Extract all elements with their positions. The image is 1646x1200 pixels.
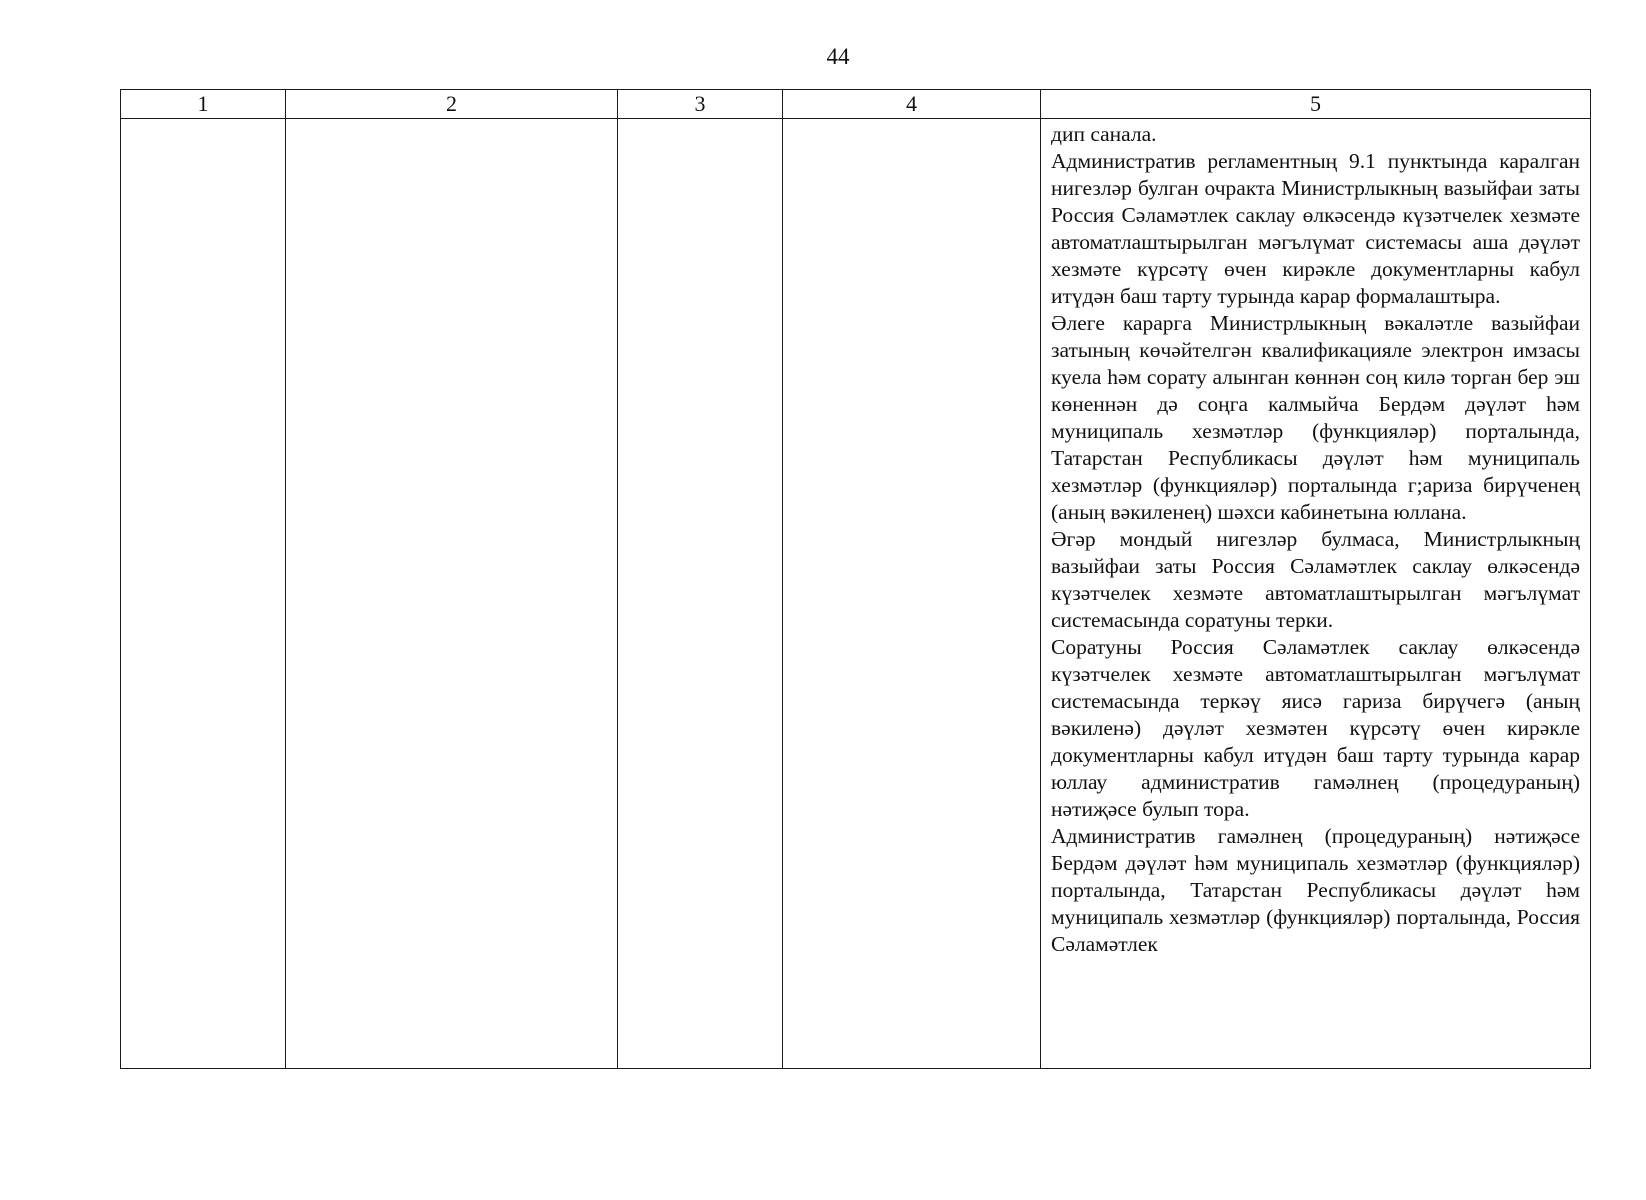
document-table [120,89,1591,1069]
column-header-1: 1 [121,90,286,119]
column-header-3: 3 [618,90,783,119]
table-row [121,119,1591,1069]
cell-col-2 [286,119,618,1069]
column-header-2: 2 [286,90,618,119]
column-header-4: 4 [783,90,1041,119]
cell-col-3 [618,119,783,1069]
page-number: 44 [826,44,850,69]
col5-paragraph-1: дип санала. [1051,122,1157,146]
cell-col-4 [783,119,1041,1069]
col5-paragraph-5: Соратуны Россия Сәламәтлек саклау өлкәсендә күзәтчелек хезмәте автоматлаштырылган мәгълүмат системасында теркәү яисә гариза бирүчегә (аның вәкиленә) дәүләт хезмәтен күрсәтү өчен кирәкле документларны кабул итүдән баш тарту турында карар юллау административ гамәлнең (процедураның) нәтиҗәсе булып тора. [1051,635,1580,821]
col5-paragraph-4: Әгәр мондый нигезләр булмаса, Министрлыкның вазыйфаи заты Россия Сәламәтлек саклау өлкәсендә күзәтчелек хезмәте автоматлаштырылган мәгълүмат системасында соратуны терки. [1051,527,1580,632]
cell-col-1 [121,119,286,1069]
col5-paragraph-6: Административ гамәлнең (процедураның) нәтиҗәсе Бердәм дәүләт һәм муниципаль хезмәтләр (функцияләр) порталында, Татарстан Республикасы дәүләт һәм муниципаль хезмәтләр (функцияләр) порталында, Россия Сәламәтлек [1051,824,1580,956]
col5-paragraph-2: Административ регламентның 9.1 пунктында каралган нигезләр булган очракта Министрлыкның вазыйфаи заты Россия Сәламәтлек саклау өлкәсендә күзәтчелек хезмәте автоматлаштырылган мәгълүмат системасы аша дәүләт хезмәте күрсәтү өчен кирәкле документларны кабул итүдән баш тарту турында карар формалаштыра. [1051,149,1580,308]
col5-paragraph-3: Әлеге карарга Министрлыкның вәкаләтле вазыйфаи затының көчәйтелгән квалификацияле электрон имзасы куела һәм сорату алынган көннән соң килә торган бер эш көненнән дә соңга калмыйча Бердәм дәүләт һәм муниципаль хезмәтләр (функцияләр) порталында, Татарстан Республикасы дәүләт һәм муниципаль хезмәтләр (функцияләр) порталында г;ариза бирүченең (аның вәкиленең) шәхси кабинетына юллана. [1051,311,1580,524]
cell-col-5 [1041,119,1591,1069]
column-header-5: 5 [1041,90,1591,119]
table-header-row [121,90,1591,119]
